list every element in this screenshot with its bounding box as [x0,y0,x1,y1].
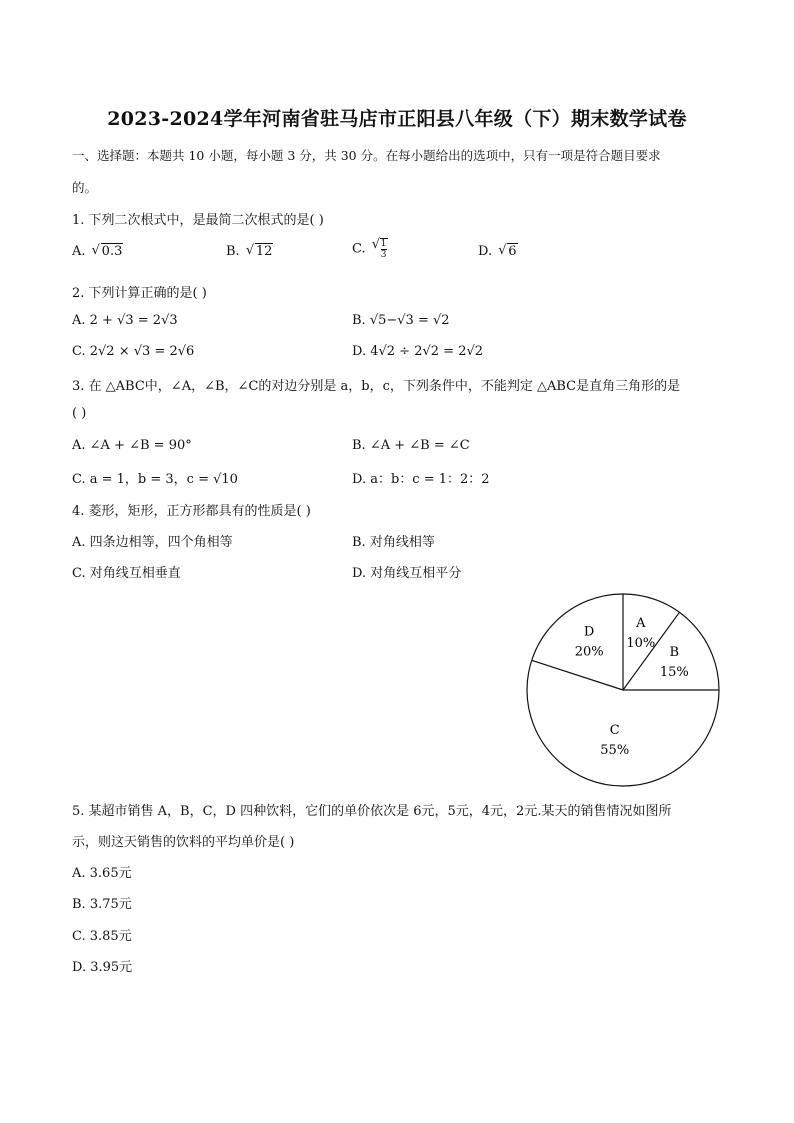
page-title: 2023-2024学年河南省驻马店市正阳县八年级（下）期末数学试卷 [107,108,687,130]
q1-option-a: A. √ 0.3 [72,244,123,259]
q2-option-d: D. 4√2 ÷ 2√2 = 2√2 [352,344,484,359]
pie-label-b: B [669,644,680,660]
q5-option-d: D. 3.95元 [72,960,133,975]
pie-chart [518,586,738,796]
q2-option-b: B. √5−√3 = √2 [352,313,450,328]
question-3-stem-cont: ( ) [72,406,87,421]
question-4-stem: 4. 菱形，矩形，正方形都具有的性质是( ) [72,504,311,519]
q4-option-c: C. 对角线互相垂直 [72,566,181,581]
q5-option-b: B. 3.75元 [72,897,132,912]
question-5-stem: 5. 某超市销售 A，B，C，D 四种饮料，它们的单价依次是 6元，5元，4元，2元.某天的销售情况如图所 [72,804,672,819]
pie-value-c: 55% [600,743,630,759]
section-instructions: 一、选择题：本题共 10 小题，每小题 3 分，共 30 分。在每小题给出的选项中，只有一项是符合题目要求 [72,148,661,163]
pie-label-d: D [583,624,595,640]
question-5-stem-cont: 示，则这天销售的饮料的平均单价是( ) [72,835,295,850]
q1-option-c: C. √ $\frac{1}{3}$ [352,238,388,260]
q1-option-d: D. √ 6 [478,244,518,259]
q3-option-c: C. a = 1，b = 3，c = √10 [72,472,238,487]
pie-value-d: 20% [574,644,604,660]
q1-option-b: B. √ 12 [226,244,273,259]
q4-option-d: D. 对角线互相平分 [352,566,462,581]
q3-option-d: D. a：b：c = 1：2：2 [352,472,490,487]
q2-option-c: C. 2√2 × √3 = 2√6 [72,344,195,359]
section-instructions-cont: 的。 [72,180,98,195]
q5-option-a: A. 3.65元 [72,866,132,881]
q5-option-c: C. 3.85元 [72,929,132,944]
question-2-stem: 2. 下列计算正确的是( ) [72,286,207,301]
q2-option-a: A. 2 + √3 = 2√3 [72,313,178,328]
pie-value-b: 15% [659,664,689,680]
q4-option-b: B. 对角线相等 [352,535,435,550]
q3-option-b: B. ∠A + ∠B = ∠C [352,438,470,453]
pie-value-a: 10% [626,636,656,652]
q4-option-a: A. 四条边相等，四个角相等 [72,535,233,550]
pie-label-a: A [636,616,646,632]
question-3-stem: 3. 在 △ABC中，∠A，∠B，∠C的对边分别是 a，b，c，下列条件中，不能判定 △ABC是直角三角形的是 [72,379,681,394]
q3-option-a: A. ∠A + ∠B = 90° [72,438,192,453]
pie-slice-boundary-d [532,660,623,690]
pie-label-c: C [609,723,620,739]
question-1-stem: 1. 下列二次根式中，是最简二次根式的是( ) [72,213,324,228]
